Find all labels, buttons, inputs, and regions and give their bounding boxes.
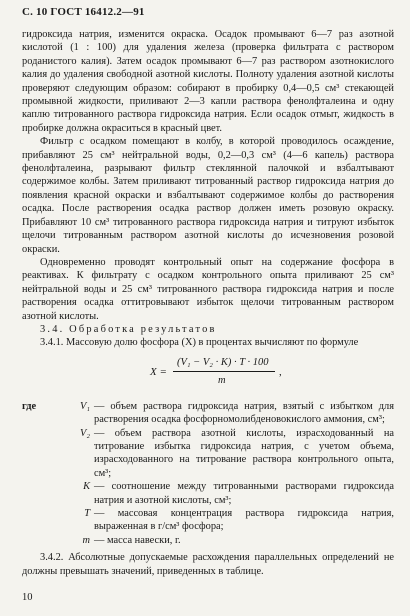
definitions-list: [22, 400, 394, 547]
formula-numerator: (V₁ − V₂ · K) · T · 100: [177, 356, 269, 368]
definition-row: [22, 480, 394, 507]
paragraph-washing: гидроксида натрия, изменится окраска. Осадок промывают 6—7 раз азотной кислотой (1 : 100) для удаления железа (проверка фильтрата с раствором роданистого калия). Затем осадок промывают 6—7 раз раствором азотнокислого калия до удаления свободной азотной кислоты. Полноту удаления азотной кислоты проверяют следующим образом: собирают в пробирку 0,4—0,5 см³ стекающей промывной жидкости, приливают 2—3 капли раствора фенолфталеина и одну каплю титрованного раствора гидроксида натрия. Если осадок отмыт, жидкость в пробирке должна окраситься в красный цвет.: [22, 29, 394, 134]
definition-symbol: V₂: [80, 427, 90, 439]
definition-text: — массовая концентрация раствора гидроксида натрия, выраженная в г/см³ фосфора;: [94, 508, 394, 533]
paragraph-tolerance: 3.4.2. Абсолютные допускаемые расхождения параллельных определений не должны превышать значений, приведенных в таблице.: [22, 552, 394, 577]
definition-symbol: m: [82, 534, 90, 546]
definition-row: [22, 507, 394, 534]
section-heading: 3.4. Обработка результатов: [40, 323, 217, 335]
paragraph-formula-intro: 3.4.1. Массовую долю фосфора (X) в процентах вычисляют по формуле: [40, 337, 359, 349]
paragraph-control: Одновременно проводят контрольный опыт на содержание фосфора в реактивах. К фильтрату с осадком контрольного опыта приливают 25 см³ нейтральной воды и 25 см³ титрованного раствора гидроксида натрия и после растворения осадка оттитровывают избыток щелочи титрованным раствором азотной кислоты.: [22, 256, 394, 322]
where-word: где: [22, 400, 37, 412]
definition-row: [22, 534, 394, 547]
definition-text: — масса навески, г.: [94, 534, 181, 546]
page-number: 10: [22, 592, 33, 603]
paragraph-titration: Фильтр с осадком помещают в колбу, в которой проводилось осаждение, прибавляют 25 см³ нейтральной воды, 0,2—0,3 см³ (4—6 капель) раствора фенолфталеина, разрывают фильтр стеклянной палочкой и взбалтывают содержимое колбы. Затем приливают титрованный раствор гидроксида натрия до появления красной окраски и взбалтывают содержимое колбы до растворения осадка. После растворения осадка раствор должен иметь розовую окраску. Прибавляют 10 см³ титрованного раствора гидроксида натрия и титруют избыток щелочи титрованным раствором азотной кислоты до исчезновения розовой окраски.: [22, 136, 394, 255]
formula-denominator: m: [218, 374, 226, 386]
definition-row: [22, 427, 394, 481]
fraction-bar: [173, 371, 275, 372]
definition-symbol: V₁: [80, 400, 90, 412]
formula-lhs: X =: [150, 365, 167, 378]
definition-symbol: T: [84, 508, 90, 519]
formula-trail: ,: [279, 365, 282, 378]
formula: [22, 354, 394, 394]
definition-text: — объем раствора азотной кислоты, израсходованный на титрование избытка гидроксида натрия, с учетом объема, израсходованного на титрование раствора контрольного опыта, см³;: [94, 427, 394, 479]
page-header: С. 10 ГОСТ 16412.2—91: [22, 6, 145, 18]
definition-text: — соотношение между титрованными растворами гидроксида натрия и азотной кислоты, см³;: [94, 481, 394, 506]
definition-row: [22, 400, 394, 427]
definition-symbol: K: [83, 481, 90, 493]
document-body: [22, 28, 394, 578]
definition-text: — объем раствора гидроксида натрия, взятый с избытком для растворения осадка фосфорномолибденовокислого аммония, см³;: [94, 400, 394, 426]
